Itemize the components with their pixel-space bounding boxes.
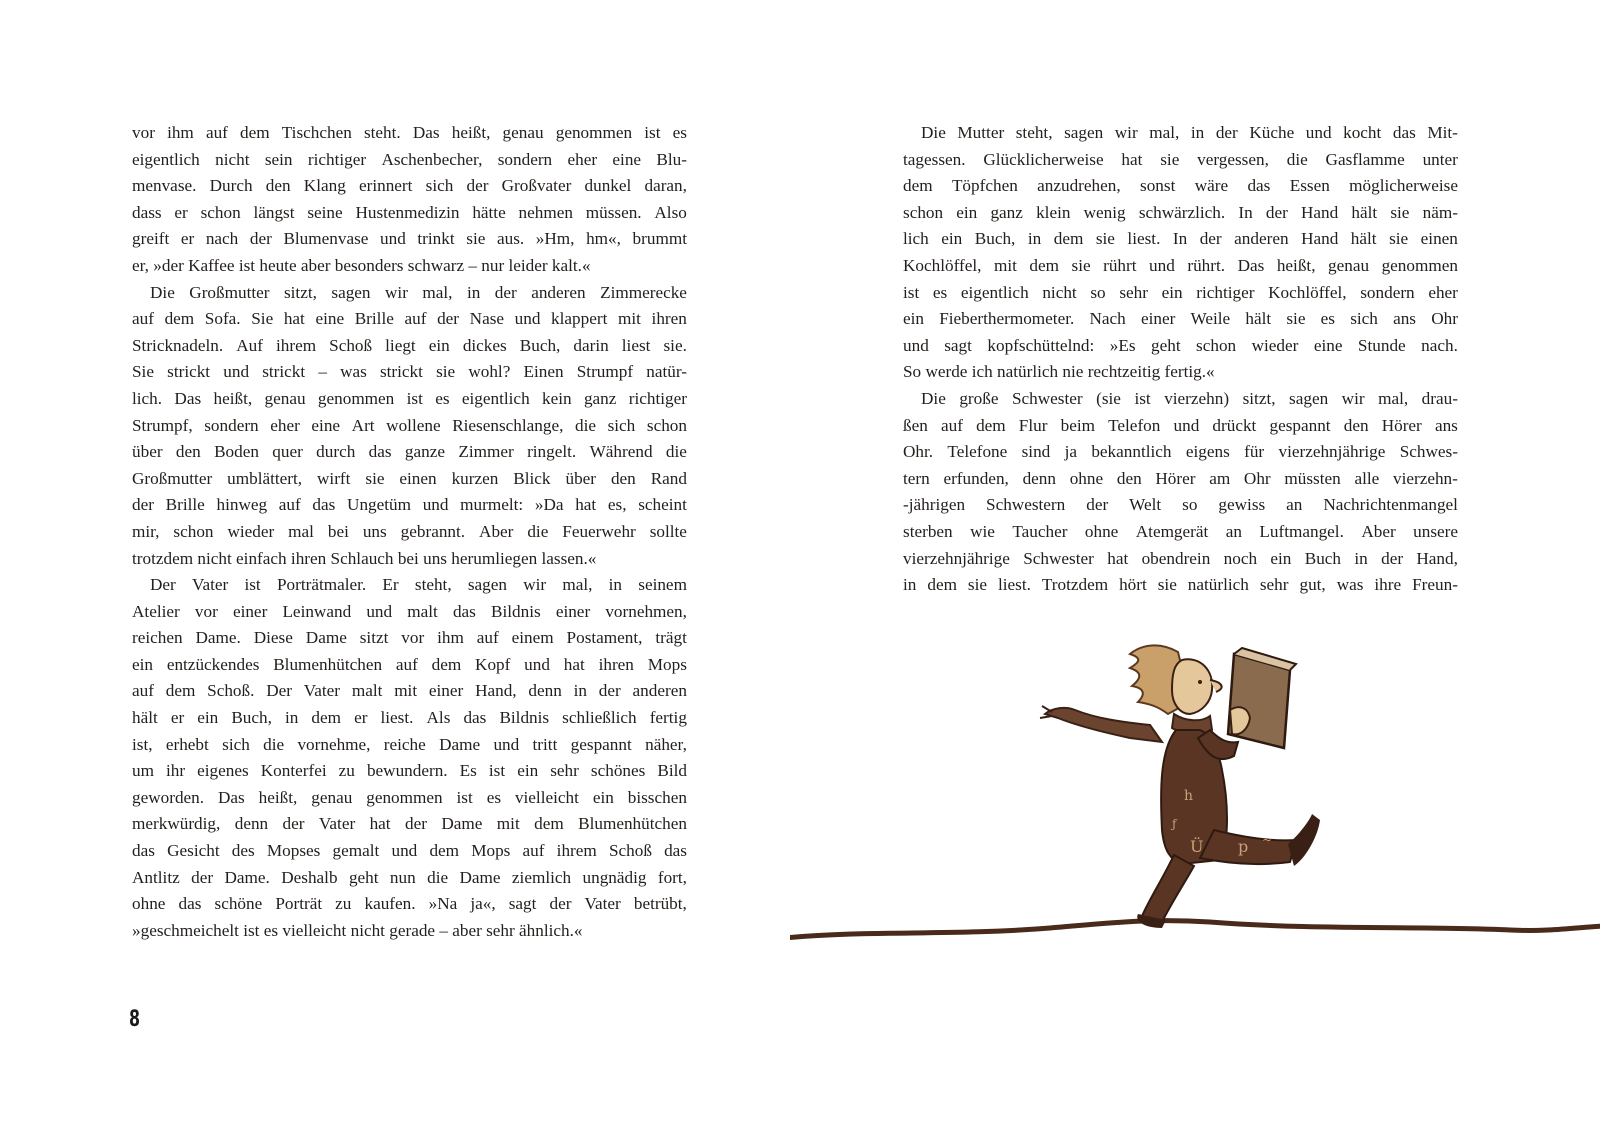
text-line: schon ein ganz klein wenig schwärzlich. In der Hand hält sie näm- <box>903 202 1458 222</box>
text-line: Atelier vor einer Leinwand und malt das Bildnis einer vornehmen, <box>132 601 687 621</box>
walking-reader-illustration <box>790 630 1600 970</box>
svg-text:ƒ: ƒ <box>1172 817 1177 831</box>
scarf <box>1045 708 1162 742</box>
text-line: Die Großmutter sitzt, sagen wir mal, in der anderen Zimmerecke <box>150 282 687 302</box>
text-line: greift er nach der Blumenvase und trinkt sie aus. »Hm, hm«, brummt <box>132 229 687 249</box>
text-line: Antlitz der Dame. Deshalb geht nun die Dame ziemlich ungnädig fort, <box>132 867 687 887</box>
head <box>1172 659 1212 714</box>
text-line: lich. Das heißt, genau genommen ist es eigentlich kein ganz richtiger <box>132 388 687 408</box>
text-line: Großmutter umblättert, wirft sie einen kurzen Blick über den Rand <box>132 468 687 488</box>
text-line: auf dem Sofa. Sie hat eine Brille auf der Nase und klappert mit ihren <box>132 309 687 329</box>
text-line: Die Mutter steht, sagen wir mal, in der Küche und kocht das Mit- <box>921 123 1458 142</box>
text-line: dass er schon längst seine Hustenmedizin hätte nehmen müssen. Also <box>132 202 687 222</box>
text-line <box>132 918 687 945</box>
svg-text:h: h <box>1184 788 1194 804</box>
text-line <box>132 546 687 573</box>
text-line: tagessen. Glücklicherweise hat sie vergessen, die Gasflamme unter <box>903 149 1458 169</box>
text-line <box>132 253 687 280</box>
text-line: Sie strickt und strickt – was strickt sie wohl? Einen Strumpf natür- <box>132 362 687 382</box>
text-line: um ihr eigenes Konterfei zu bewundern. Es ist ein sehr schönes Bild <box>132 761 687 781</box>
text-line: merkwürdig, denn der Vater hat der Dame mit dem Blumenhütchen <box>132 814 687 834</box>
svg-text:~: ~ <box>1262 833 1273 847</box>
text-line: geworden. Das heißt, genau genommen ist es vielleicht ein bisschen <box>132 787 687 807</box>
text-line: lich ein Buch, in dem sie liest. In der anderen Hand hält sie einen <box>903 229 1458 249</box>
text-line: ein Fieberthermometer. Nach einer Weile hält sie es sich ans Ohr <box>903 309 1458 329</box>
text-line: tern erfunden, denn ohne den Hörer am Ohr müssten alle vierzehn- <box>903 468 1458 488</box>
page-number: 8 <box>129 1007 141 1032</box>
text-line: sterben wie Taucher ohne Atemgerät an Luftmangel. Aber unsere <box>903 521 1458 541</box>
text-line: in dem sie liest. Trotzdem hört sie natürlich sehr gut, was ihre Freun- <box>903 575 1458 595</box>
text-line: ßen auf dem Flur beim Telefon und drückt gespannt den Hörer ans <box>903 415 1458 435</box>
text-line: Kochlöffel, mit dem sie rührt und rührt. Das heißt, genau genommen <box>903 255 1458 275</box>
text-line: dem Töpfchen anzudrehen, sonst wäre das Essen möglicherweise <box>903 176 1458 196</box>
line-text: trotzdem nicht einfach ihren Schlauch bei uns herumliegen lassen.« <box>132 548 597 568</box>
line-text: er, »der Kaffee ist heute aber besonders schwarz – nur leider kalt.« <box>132 255 591 275</box>
text-line: -jährigen Schwestern der Welt so gewiss an Nachrichtenmangel <box>903 495 1458 515</box>
text-line: ist, erhebt sich die vornehme, reiche Dame und tritt gespannt näher, <box>132 734 687 754</box>
text-line: über den Boden quer durch das ganze Zimmer ringelt. Während die <box>132 442 687 462</box>
svg-text:Ü: Ü <box>1190 837 1204 856</box>
svg-text:p: p <box>1238 837 1249 856</box>
right-page-text <box>903 120 1458 599</box>
text-line: das Gesicht des Mopses gemalt und dem Mops auf ihrem Schoß das <box>132 841 687 861</box>
text-line: Ohr. Telefone sind ja bekanntlich eigens für vierzehnjährige Schwes- <box>903 442 1458 462</box>
text-line: vor ihm auf dem Tischchen steht. Das heißt, genau genommen ist es <box>132 123 687 142</box>
text-line: Die große Schwester (sie ist vierzehn) sitzt, sagen wir mal, drau- <box>921 388 1458 408</box>
text-line: mir, schon wieder mal bei uns gebrannt. Aber die Feuerwehr sollte <box>132 521 687 541</box>
text-line: ohne das schöne Porträt zu kaufen. »Na ja«, sagt der Vater betrübt, <box>132 894 687 914</box>
left-page-text <box>132 120 687 944</box>
back-leg <box>1142 855 1194 922</box>
text-line: menvase. Durch den Klang erinnert sich der Großvater dunkel daran, <box>132 176 687 196</box>
text-line: Stricknadeln. Auf ihrem Schoß liegt ein dickes Buch, darin liest sie. <box>132 335 687 355</box>
text-line: Der Vater ist Porträtmaler. Er steht, sagen wir mal, in seinem <box>150 575 687 595</box>
text-line: vierzehnjährige Schwester hat obendrein noch ein Buch in der Hand, <box>903 548 1458 568</box>
line-text: So werde ich natürlich nie rechtzeitig fertig.« <box>903 362 1215 382</box>
text-line: reichen Dame. Diese Dame sitzt vor ihm auf einem Postament, trägt <box>132 628 687 648</box>
text-line: Strumpf, sondern eher eine Art wollene Riesenschlange, die sich schon <box>132 415 687 435</box>
text-line: ist es eigentlich nicht so sehr ein richtiger Kochlöffel, sondern eher <box>903 282 1458 302</box>
text-line: eigentlich nicht sein richtiger Aschenbecher, sondern eher eine Blu- <box>132 149 687 169</box>
text-line: ein entzückendes Blumenhütchen auf dem Kopf und hat ihren Mops <box>132 654 687 674</box>
line-text: »geschmeichelt ist es vielleicht nicht gerade – aber sehr ähnlich.« <box>132 920 583 940</box>
ground-line <box>790 921 1600 938</box>
text-line <box>903 359 1458 386</box>
text-line: auf dem Schoß. Der Vater malt mit einer Hand, denn in der anderen <box>132 681 687 701</box>
text-line: hält er ein Buch, in dem er liest. Als das Bildnis schließlich fertig <box>132 708 687 728</box>
text-line: und sagt kopfschüttelnd: »Es geht schon wieder eine Stunde nach. <box>903 335 1458 355</box>
text-line: der Brille hinweg auf das Ungetüm und murmelt: »Da hat es, scheint <box>132 495 687 515</box>
